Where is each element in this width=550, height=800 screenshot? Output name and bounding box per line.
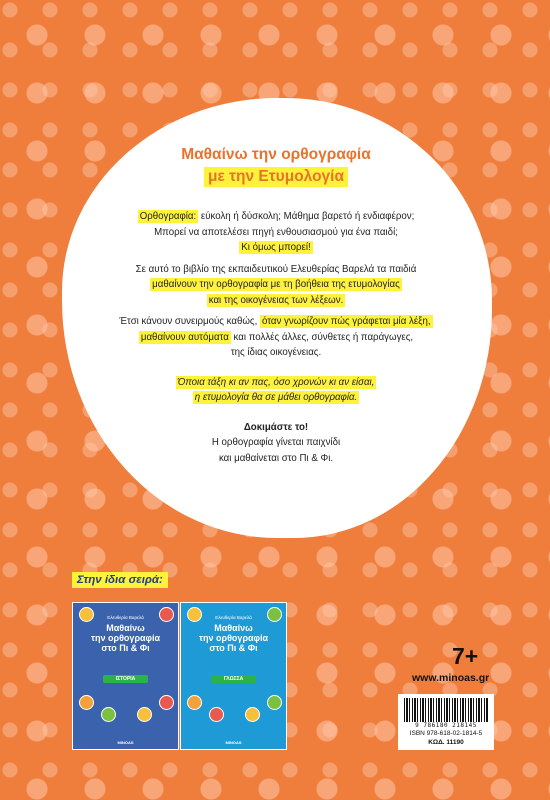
highlight-learn-automatically: μαθαίνουν αυτόματα: [140, 331, 229, 343]
highlight-motto-line1: Όποια τάξη κι αν πας, όσο χρονών κι αν είσαι,: [177, 376, 375, 388]
book-title-l3: στο Πι & Φι: [209, 643, 258, 653]
series-book-1[interactable]: [72, 602, 179, 750]
assoc-e: της ίδιας οικογένειας.: [230, 347, 322, 358]
picture-circle-icon: [187, 695, 202, 710]
assoc-a: Έτσι κάνουν συνειρμούς καθώς,: [119, 316, 260, 327]
description-block: [95, 145, 457, 466]
barcode-panel: [398, 694, 494, 750]
book-title-l1: Μαθαίνω: [106, 623, 145, 633]
intro-line2: Μπορεί να αποτελέσει πηγή ενθουσιασμού για ένα παιδί;: [154, 226, 398, 238]
book-title: [185, 623, 282, 653]
book-title-l2: την ορθογραφία: [90, 633, 161, 643]
book-title-line2: με την Ετυμολογία: [204, 167, 348, 187]
picture-circle-icon: [209, 707, 224, 722]
isbn-number: ISBN 978-618-02-1814-5: [409, 730, 483, 737]
product-code: ΚΩΔ. 11190: [428, 739, 464, 746]
highlight-word-family: και της οικογένειας των λέξεων.: [208, 294, 344, 306]
book-publisher: MINOAS: [225, 740, 242, 745]
highlight-orthography: Ορθογραφία:: [139, 211, 197, 222]
picture-circle-icon: [79, 695, 94, 710]
book-publisher: MINOAS: [117, 740, 134, 745]
book-title-line1: Μαθαίνω την ορθογραφία: [181, 146, 371, 163]
book-tag: ΓΛΩΣΣΑ: [211, 675, 256, 683]
picture-circle-icon: [159, 695, 174, 710]
highlight-know-word: όταν γνωρίζουν πώς γράφεται μία λέξη,: [261, 316, 431, 327]
book-title-l3: στο Πι & Φι: [101, 643, 150, 653]
paragraph-about: [95, 262, 457, 309]
same-series-label: Στην ίδια σειρά:: [72, 572, 168, 588]
book-title-l2: την ορθογραφία: [198, 633, 269, 643]
book-author: Ελευθερία Βαρελά: [107, 615, 144, 620]
book-tag: ΙΣΤΟΡΙΑ: [103, 675, 148, 683]
barcode-digits: 9 786180 218145: [415, 722, 477, 729]
picture-circle-icon: [245, 707, 260, 722]
try-line3: και μαθαίνεται στο Πι & Φι.: [218, 452, 334, 464]
picture-circle-icon: [137, 707, 152, 722]
highlight-motto-line2: η ετυμολογία θα σε μάθει ορθογραφία.: [194, 392, 358, 403]
age-rating: 7+: [452, 643, 479, 669]
publisher-website[interactable]: www.minoas.gr: [412, 672, 490, 684]
book-title: [77, 623, 174, 653]
try-line2: Η ορθογραφία γίνεται παιχνίδι: [211, 437, 341, 448]
picture-circle-icon: [101, 707, 116, 722]
book-author: Ελευθερία Βαρελά: [215, 615, 252, 620]
assoc-d: και πολλές άλλες, σύνθετες ή παράγωγες,: [230, 331, 414, 343]
barcode-bars: [404, 698, 488, 722]
highlight-yes-it-can: Κι όμως μπορεί!: [241, 242, 311, 253]
picture-circle-icon: [267, 695, 282, 710]
series-book-2[interactable]: [180, 602, 287, 750]
intro-question: εύκολη ή δύσκολη; Μάθημα βαρετό ή ενδιαφέρον;: [198, 211, 415, 222]
about-line1: Σε αυτό το βιβλίο της εκπαιδευτικού Ελευθερίας Βαρελά τα παιδιά: [135, 263, 417, 275]
paragraph-intro: [95, 209, 457, 256]
highlight-etymology: μαθαίνουν την ορθογραφία με τη βοήθεια της ετυμολογίας: [152, 279, 400, 290]
book-title-l1: Μαθαίνω: [214, 623, 253, 633]
paragraph-associations: [95, 314, 457, 361]
paragraph-motto: [95, 375, 457, 406]
try-it: Δοκιμάστε το!: [243, 421, 309, 433]
paragraph-try-it: [95, 420, 457, 467]
